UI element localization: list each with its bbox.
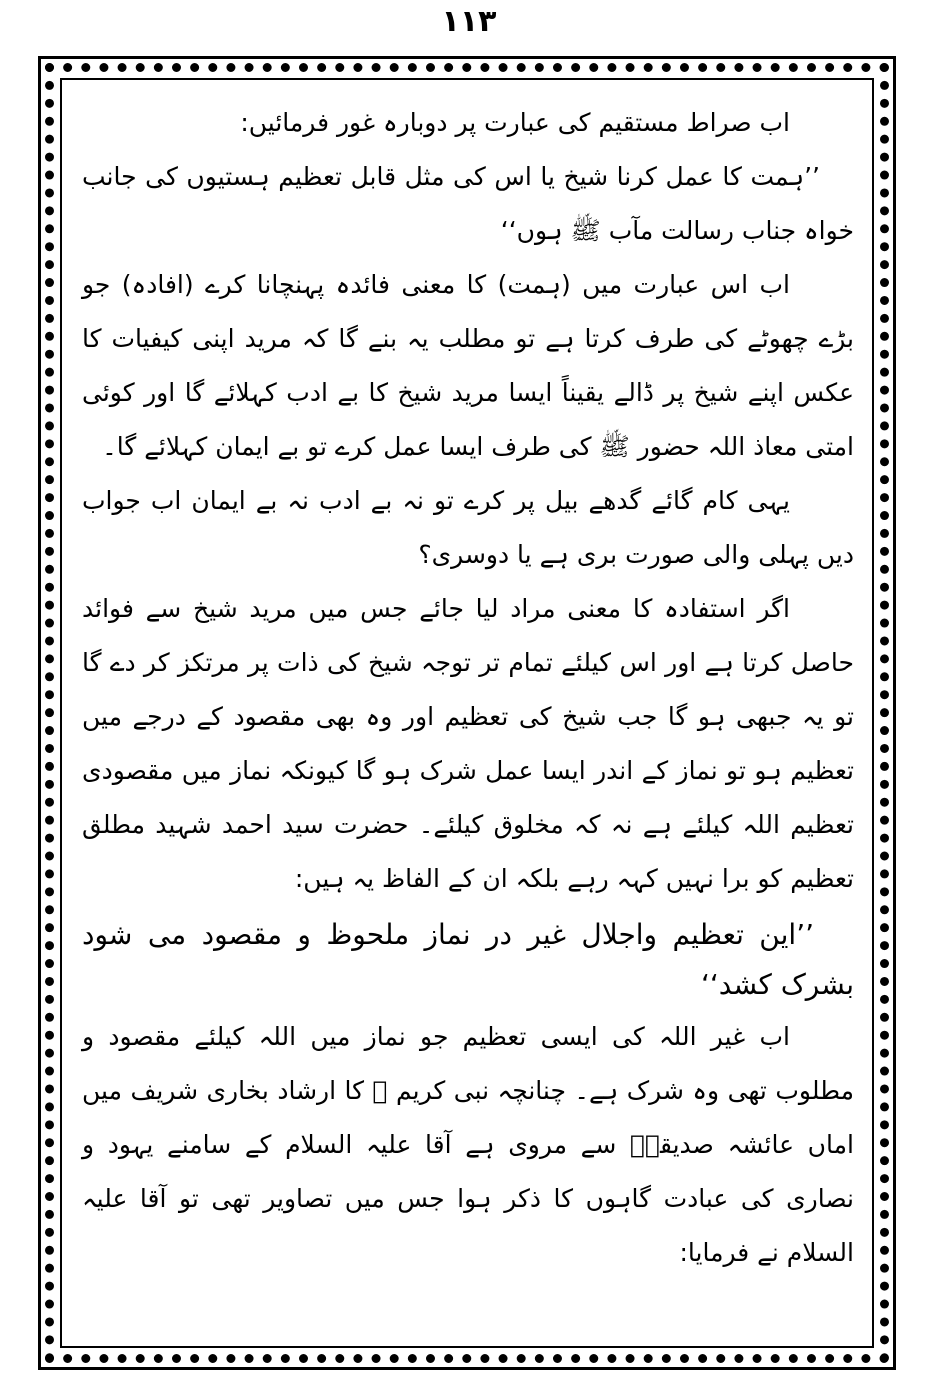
quotation-persian: ’’این تعظیم واجلال غیر در نماز ملحوظ و مقصود می شود بشرک کشد‘‘ — [82, 918, 854, 1001]
paragraph-istifada: اگر استفادہ کا معنی مراد لیا جائے جس میں مرید شیخ سے فوائد حاصل کرتا ہے اور اس کیلئے تمام تر توجہ شیخ کی ذات پر مرتکز کر دے گا تو یہ جبھی ہو گا جب شیخ کی تعظیم اور وہ بھی مقصود کے درجے میں تعظیم ہو تو نماز کے اندر ایسا عمل شرک ہو گا کیونکہ نماز میں مقصودی تعظیم اللہ کیلئے ہے نہ کہ مخلوق کیلئے۔ حضرت سید احمد شہید مطلق تعظیم کو برا نہیں کہہ رہے بلکہ ان کے الفاظ یہ ہیں: — [82, 594, 854, 893]
paragraph-question: یہی کام گائے گدھے بیل پر کرے تو نہ بے ادب نہ بے ایمان اب جواب دیں پہلی والی صورت بری ہے یا دوسری؟ — [82, 486, 854, 569]
page-body — [82, 96, 854, 1280]
paragraph-hadith-intro: اب غیر اللہ کی ایسی تعظیم جو نماز میں اللہ کیلئے مقصود و مطلوب تھی وہ شرک ہے۔ چنانچہ نبی کریم ﷺ کا ارشاد بخاری شریف میں اماں عائشہ صدیقہؓ سے مروی ہے آقا علیہ السلام کے سامنے یہود و نصاری کی عبادت گاہوں کا ذکر ہوا جس میں تصاویر تھی تو آقا علیہ السلام نے فرمایا: — [82, 1022, 854, 1267]
quotation-sirat-e-mustaqeem: ’’ہمت کا عمل کرنا شیخ یا اس کی مثل قابل تعظیم ہستیوں کی جانب خواہ جناب رسالت مآب ﷺ ہوں‘‘ — [82, 162, 854, 245]
paragraph-himmat-meaning: اب اس عبارت میں (ہمت) کا معنی فائدہ پہنچانا کرے (افادہ) جو بڑے چھوٹے کی طرف کرتا ہے تو مطلب یہ بنے گا کہ مرید اپنی کیفیات کا عکس اپنے شیخ پر ڈالے یقیناً ایسا مرید شیخ کا بے ادب کہلائے گا اور کوئی امتی معاذ اللہ حضور ﷺ کی طرف ایسا عمل کرے تو بے ایمان کہلائے گا۔ — [82, 270, 854, 461]
page-number: ۱۱۳ — [441, 4, 497, 39]
paragraph-intro: اب صراط مستقیم کی عبارت پر دوبارہ غور فرمائیں: — [240, 108, 790, 137]
